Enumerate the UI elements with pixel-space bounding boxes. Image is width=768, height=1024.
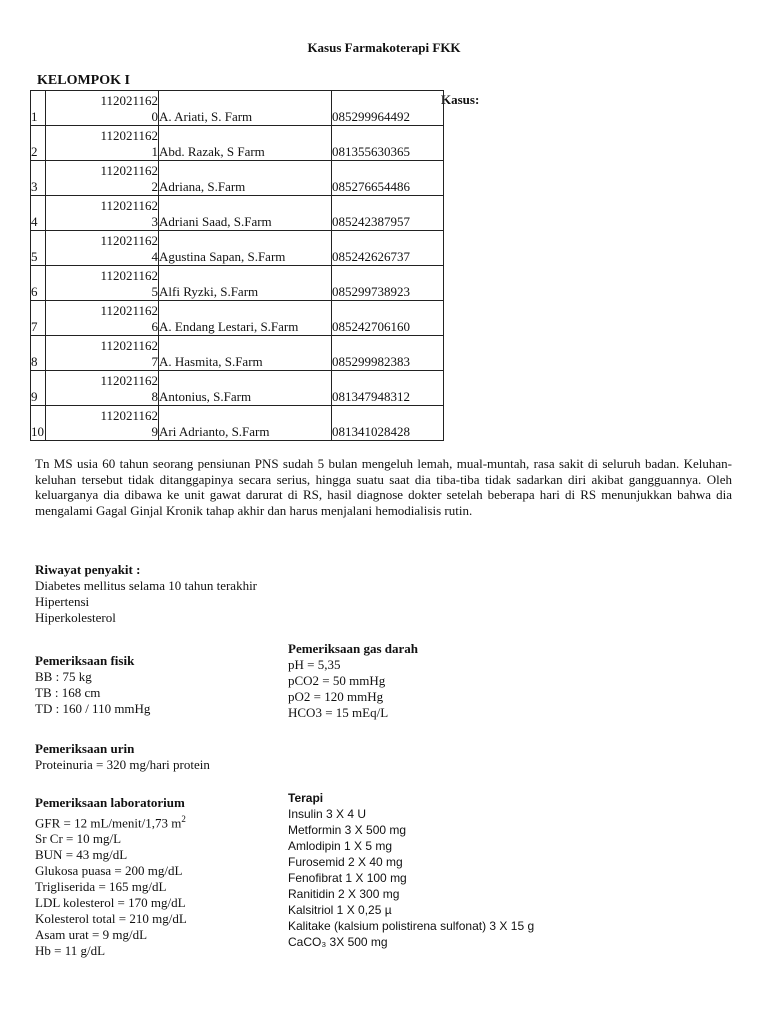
member-number: 9: [31, 371, 46, 406]
lab-gfr-text: GFR = 12 mL/menit/1,73 m: [35, 815, 182, 831]
lab-item: Sr Cr = 10 mg/L: [35, 831, 122, 847]
member-nim-top: 112021162: [100, 303, 158, 318]
member-nim: [46, 196, 159, 231]
member-number: 5: [31, 231, 46, 266]
lab-item: LDL kolesterol = 170 mg/dL: [35, 895, 186, 911]
member-row: [31, 266, 444, 301]
member-nim-bottom: 8: [151, 389, 158, 404]
blood-gas-item: HCO3 = 15 mEq/L: [288, 705, 389, 720]
member-nim: [46, 91, 159, 126]
member-nim-top: 112021162: [100, 93, 158, 108]
member-nim: [46, 371, 159, 406]
therapy-item: Furosemid 2 X 40 mg: [288, 855, 403, 869]
member-number: 3: [31, 161, 46, 196]
member-nim-top: 112021162: [100, 408, 158, 423]
urine-item: Proteinuria = 320 mg/hari protein: [35, 757, 210, 772]
member-nim-top: 112021162: [100, 233, 158, 248]
member-name: A. Endang Lestari, S.Farm: [159, 301, 332, 336]
member-name: Ari Adrianto, S.Farm: [159, 406, 332, 441]
member-row: [31, 231, 444, 266]
blood-gas-heading: Pemeriksaan gas darah: [288, 641, 418, 656]
member-nim: [46, 301, 159, 336]
member-phone: 085242387957: [332, 196, 444, 231]
history-section: [35, 562, 257, 626]
member-phone: 085299738923: [332, 266, 444, 301]
member-row: [31, 91, 444, 126]
member-name: Abd. Razak, S Farm: [159, 126, 332, 161]
therapy-item: Ranitidin 2 X 300 mg: [288, 887, 400, 901]
member-name: Antonius, S.Farm: [159, 371, 332, 406]
group-label: KELOMPOK I: [37, 73, 130, 88]
member-row: [31, 126, 444, 161]
member-nim-top: 112021162: [100, 198, 158, 213]
lab-section: [35, 795, 187, 959]
therapy-item: Fenofibrat 1 X 100 mg: [288, 871, 407, 885]
member-row: [31, 336, 444, 371]
therapy-heading: Terapi: [288, 791, 324, 805]
case-description: Tn MS usia 60 tahun seorang pensiunan PNS sudah 5 bulan mengeluh lemah, mual-muntah, rasa sakit di seluruh badan. Keluhan-keluhan tersebut tidak ditanggapinya secara serius, hingga suatu saat dia tiba-tiba tidak sadarkan diri akibat gangguannya. Oleh keluarganya dia dibawa ke unit gawat darurat di RS, hasil diagnose dokter setelah beberapa hari di RS menunjukkan bahwa dia mengalami Gagal Ginjal Kronik tahap akhir dan harus menjalani hemodialisis rutin.: [35, 456, 732, 518]
history-item: Hiperkolesterol: [35, 610, 116, 625]
member-number: 2: [31, 126, 46, 161]
member-row: [31, 161, 444, 196]
member-row: [31, 301, 444, 336]
member-name: Alfi Ryzki, S.Farm: [159, 266, 332, 301]
lab-heading: Pemeriksaan laboratorium: [35, 795, 185, 810]
member-name: Agustina Sapan, S.Farm: [159, 231, 332, 266]
physical-heading: Pemeriksaan fisik: [35, 653, 135, 668]
lab-item: Kolesterol total = 210 mg/dL: [35, 911, 187, 927]
member-nim-top: 112021162: [100, 128, 158, 143]
blood-gas-item: pO2 = 120 mmHg: [288, 689, 384, 704]
blood-gas-section: [288, 641, 418, 721]
member-phone: 085299982383: [332, 336, 444, 371]
physical-item: TD : 160 / 110 mmHg: [35, 701, 151, 716]
blood-gas-item: pH = 5,35: [288, 657, 341, 672]
physical-section: [35, 653, 150, 717]
lab-item-gfr: [35, 811, 187, 831]
therapy-item: Insulin 3 X 4 U: [288, 807, 367, 821]
member-row: [31, 406, 444, 441]
member-phone: 081355630365: [332, 126, 444, 161]
member-number: 6: [31, 266, 46, 301]
page-title: Kasus Farmakoterapi FKK: [307, 40, 461, 55]
therapy-item: Kalitake (kalsium polistirena sulfonat) 3 X 15 g: [288, 919, 535, 933]
member-name: A. Hasmita, S.Farm: [159, 336, 332, 371]
member-nim: [46, 126, 159, 161]
history-item: Diabetes mellitus selama 10 tahun terakhir: [35, 578, 258, 593]
members-table: [30, 90, 444, 441]
lab-gfr-superscript: 2: [181, 814, 186, 824]
member-nim-bottom: 0: [151, 109, 158, 124]
therapy-section: [288, 790, 534, 950]
member-number: 8: [31, 336, 46, 371]
blood-gas-item: pCO2 = 50 mmHg: [288, 673, 386, 688]
member-name: A. Ariati, S. Farm: [159, 91, 332, 126]
member-name: Adriani Saad, S.Farm: [159, 196, 332, 231]
therapy-item: Amlodipin 1 X 5 mg: [288, 839, 393, 853]
therapy-item: Kalsitriol 1 X 0,25 µ: [288, 903, 392, 917]
member-nim: [46, 336, 159, 371]
history-item: Hipertensi: [35, 594, 90, 609]
member-phone: 081347948312: [332, 371, 444, 406]
member-nim-bottom: 4: [151, 249, 158, 264]
member-nim-bottom: 3: [151, 214, 158, 229]
urine-heading: Pemeriksaan urin: [35, 741, 135, 756]
therapy-item: CaCO₃ 3X 500 mg: [288, 935, 388, 949]
urine-section: [35, 741, 210, 773]
member-nim-top: 112021162: [100, 268, 158, 283]
member-nim-top: 112021162: [100, 338, 158, 353]
member-phone: 085299964492: [332, 91, 444, 126]
member-nim-top: 112021162: [100, 373, 158, 388]
physical-item: BB : 75 kg: [35, 669, 92, 684]
member-nim: [46, 406, 159, 441]
member-nim-bottom: 7: [151, 354, 158, 369]
lab-item: Asam urat = 9 mg/dL: [35, 927, 148, 943]
member-nim-bottom: 1: [151, 144, 158, 159]
member-nim: [46, 231, 159, 266]
member-name: Adriana, S.Farm: [159, 161, 332, 196]
member-phone: 085276654486: [332, 161, 444, 196]
member-number: 10: [31, 406, 46, 441]
member-row: [31, 196, 444, 231]
member-phone: 081341028428: [332, 406, 444, 441]
member-nim-bottom: 5: [151, 284, 158, 299]
member-nim-bottom: 6: [151, 319, 158, 334]
lab-item: Hb = 11 g/dL: [35, 943, 106, 959]
member-row: [31, 371, 444, 406]
kasus-label: Kasus:: [441, 92, 480, 107]
lab-item: Glukosa puasa = 200 mg/dL: [35, 863, 183, 879]
physical-item: TB : 168 cm: [35, 685, 101, 700]
member-number: 7: [31, 301, 46, 336]
member-nim-bottom: 2: [151, 179, 158, 194]
member-nim: [46, 266, 159, 301]
lab-item: BUN = 43 mg/dL: [35, 847, 128, 863]
therapy-item: Metformin 3 X 500 mg: [288, 823, 407, 837]
member-number: 1: [31, 91, 46, 126]
history-heading: Riwayat penyakit :: [35, 562, 141, 577]
member-nim-bottom: 9: [151, 424, 158, 439]
member-phone: 085242706160: [332, 301, 444, 336]
lab-item: Trigliserida = 165 mg/dL: [35, 879, 167, 895]
member-phone: 085242626737: [332, 231, 444, 266]
member-nim: [46, 161, 159, 196]
member-nim-top: 112021162: [100, 163, 158, 178]
member-number: 4: [31, 196, 46, 231]
